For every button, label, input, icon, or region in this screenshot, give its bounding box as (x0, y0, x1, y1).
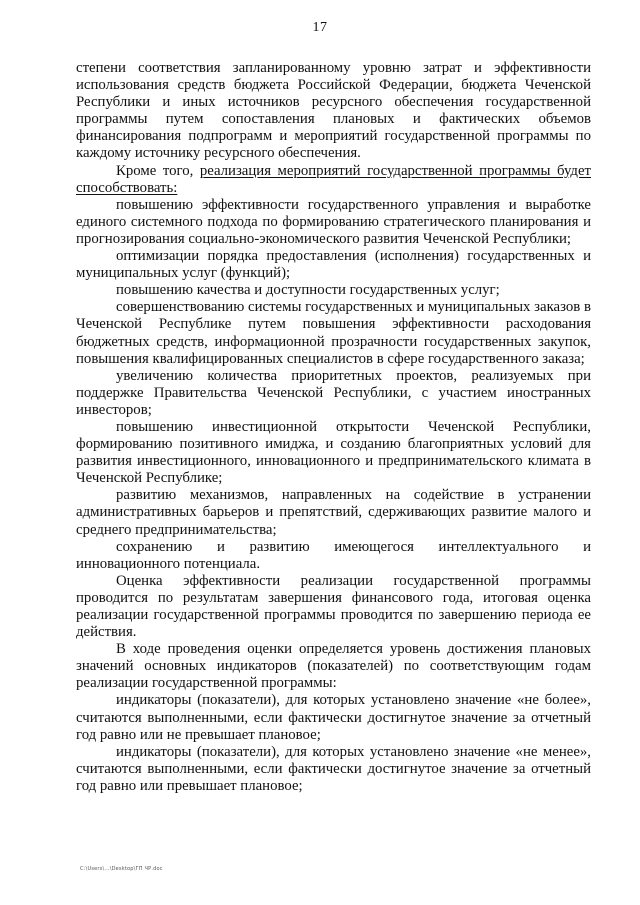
paragraph-intro (76, 163, 591, 197)
list-item: повышению эффективности государственного управления и выработке единого системного подхода по формированию стратегического планирования и прогнозирования социально-экономического развития Чеченской Республики; (76, 196, 591, 247)
underlined-phrase: реализация мероприятий государственной программы будет способствовать: (76, 162, 591, 196)
paragraph: В ходе проведения оценки определяется уровень достижения плановых значений основных индикаторов (показателей) по соответствующим годам реализации государственной программы: (76, 641, 591, 692)
paragraph: степени соответствия запланированному уровню затрат и эффективности использования средств бюджета Российской Федерации, бюджета Чеченской Республики и иных источников ресурсного обеспечения государственной программы путем сопоставления плановых и фактических объемов финансирования подпрограмм и мероприятий государственной программы по каждому источнику ресурсного обеспечения. (76, 60, 591, 162)
list-item: увеличению количества приоритетных проектов, реализуемых при поддержке Правительства Чеченской Республики, с участием иностранных инвесторов; (76, 367, 591, 418)
page-number: 17 (312, 20, 328, 35)
list-item: повышению инвестиционной открытости Чеченской Республики, формированию позитивного имиджа, и созданию благоприятных условий для развития инвестиционного, инновационного и предпринимательского климата в Чеченской Республике; (76, 418, 591, 487)
list-item: оптимизации порядка предоставления (исполнения) государственных и муниципальных услуг (функций); (76, 248, 591, 282)
footer-file-path: C:\Users\...\Desktop\ГП ЧР.doc (80, 866, 163, 872)
list-item: совершенствованию системы государственных и муниципальных заказов в Чеченской Республике путем повышения эффективности расходования бюджетных средств, информационной прозрачности государственных закупок, повышения квалифицированных специалистов в сфере государственного заказа; (76, 299, 591, 367)
list-item: индикаторы (показатели), для которых установлено значение «не более», считаются выполненными, если фактически достигнутое значение за отчетный год равно или не превышает плановое; (76, 692, 591, 743)
paragraph-lead: Кроме того, (116, 162, 200, 179)
list-item: индикаторы (показатели), для которых установлено значение «не менее», считаются выполненными, если фактически достигнутое значение за отчетный год равно или превышает плановое; (76, 743, 591, 794)
list-item: повышению качества и доступности государственных услуг; (116, 282, 500, 299)
document-body (76, 60, 591, 795)
list-item: сохранению и развитию имеющегося интеллектуального и инновационного потенциала. (76, 538, 591, 572)
paragraph: Оценка эффективности реализации государственной программы проводится по результатам завершения финансового года, итоговая оценка реализации государственной программы проводится по завершению периода ее действия. (76, 572, 591, 641)
list-item: развитию механизмов, направленных на содействие в устранении административных барьеров и препятствий, сдерживающих развитие малого и среднего предпринимательства; (76, 487, 591, 538)
